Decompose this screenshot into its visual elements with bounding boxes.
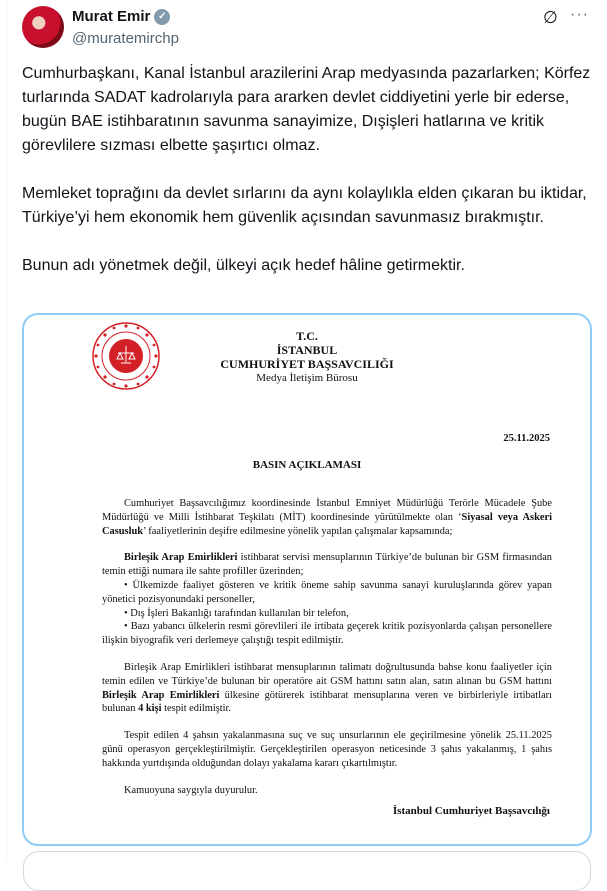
attached-image[interactable] bbox=[22, 313, 592, 846]
author-handle[interactable]: @muratemirchp bbox=[72, 30, 179, 47]
grok-icon[interactable]: ∅ bbox=[543, 8, 558, 27]
document-header: T.C. İSTANBUL CUMHURİYET BAŞSAVCILIĞI Medya İletişim Bürosu bbox=[220, 329, 394, 384]
press-release-document bbox=[24, 315, 590, 844]
document-signature: İstanbul Cumhuriyet Başsavcılığı bbox=[392, 805, 550, 817]
next-card bbox=[23, 851, 591, 891]
timeline-border bbox=[6, 0, 7, 862]
document-date: 25.11.2025 bbox=[503, 433, 550, 444]
avatar[interactable] bbox=[22, 6, 64, 48]
more-options-button[interactable]: ··· bbox=[570, 6, 589, 23]
verified-badge-icon: ✓ bbox=[154, 9, 170, 25]
document-title: BASIN AÇIKLAMASI bbox=[252, 459, 362, 471]
tweet-text: Cumhurbaşkanı, Kanal İstanbul arazilerini Arap medyasında pazarlarken; Körfez turlarında SADAT kadrolarıyla para ararken devlet ciddiyetini yerle bir ederse, bugün BAE istihbaratının savunma sanayimize, Dışişleri hatlarına ve kritik görevlilere sızması elbette şaşırtıcı olmaz. Memleket toprağını da devlet sırlarını da aynı kolaylıkla elden çıkaran bu iktidar, Türkiye’yi hem ekonomik hem güvenlik açısından savunmasız bırakmıştır. Bunun adı yönetmek değil, ülkeyi açık hedef hâline getirmektir. bbox=[22, 65, 591, 274]
document-body: Cumhuriyet Başsavcılığımız koordinesinde İstanbul Emniyet Müdürlüğü Terörle Mücadele Şube Müdürlüğü ve Milli İstihbarat Teşkilatı (MİT) koordinesinde yürütülmekte olan ‘Siyasal veya Askeri Casusluk’ faaliyetlerinin deşifre edilmesine yönelik yapılan çalışmalar kapsamında; Birleşik Arap Emirlikleri istihbarat servisi mensuplarının Türkiye’de bulunan bir GSM firmasından temin ettiği numara ile sahte profiller üzerinden; • Ülkemizde faaliyet gösteren ve kritik öneme sahip savunma sanayi kuruluşlarında görev yapan yönetici pozisyonundaki personeller, • Dış İşleri Bakanlığı tarafından kullanılan bir telefon, • Bazı yabancı ülkelerin resmi görevlileri ile irtibata geçerek kritik pozisyonlarda çalışan personellere ilişkin biyografik veri derlemeye çalıştığı tespit edilmiştir. Birleşik Arap Emirlikleri istihbarat mensuplarının talimatı doğrultusunda bahse konu faaliyetler için temin edilen ve Türkiye’de bulunan bir operatöre ait GSM hattını satın alan, satın alınan bu GSM hattını Birleşik Arap Emirlikleri ülkesine götürerek istihbarat mensuplarına veren ve birbirleriyle irtibatları bulunan 4 kişi tespit edilmiştir. Tespit edilen 4 şahsın yakalanmasına suç ve suç unsurlarının ele geçirilmesine yönelik 25.11.2025 günü operasyon gerçekleştirilmiştir. Gerçekleştirilen operasyon neticesinde 3 şahıs yakalanmış, 1 şahıs hakkında yurtdışında olduğundan dolayı yakalama kararı çıkartılmıştır. Kamuoyuna saygıyla duyurulur. bbox=[102, 498, 553, 796]
author-name[interactable]: Murat Emir ✓ bbox=[72, 8, 170, 25]
